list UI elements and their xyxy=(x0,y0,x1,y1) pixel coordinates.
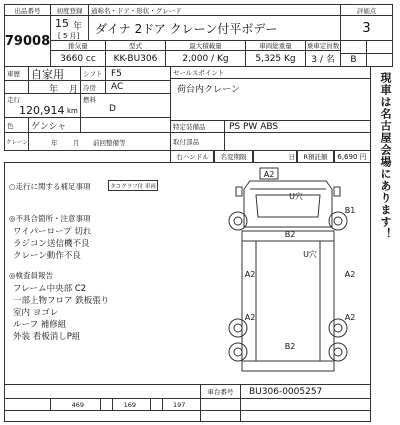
width-value: 169 xyxy=(112,398,151,411)
name-change-day: 日 xyxy=(252,150,298,163)
sub-score-cell xyxy=(366,40,393,54)
maintenance-cell xyxy=(28,132,171,151)
damage-mark: A2 xyxy=(344,270,356,279)
recycle-amount: 6,690 円 xyxy=(333,150,371,163)
blank-cell xyxy=(240,410,371,422)
parts-label: 取付部品 xyxy=(170,132,225,151)
inspector-item: ルーフ 補修組 xyxy=(13,320,67,330)
blank-cell xyxy=(200,410,241,422)
inspection-date-cell xyxy=(28,80,81,94)
ac-label: 冷房 xyxy=(80,80,106,94)
vehicle-diagram xyxy=(198,165,368,380)
gross-weight-label: 車両総重量 xyxy=(245,40,306,51)
displacement-value: 3660 cc xyxy=(50,50,106,67)
rear-right-hub xyxy=(334,348,342,356)
inspection-year-unit: 年 xyxy=(49,85,59,94)
blank-cell xyxy=(4,410,201,422)
driving-notes-heading: ○走行に関する補足事項 xyxy=(9,182,91,191)
inspector-item: フレーム中央部 C2 xyxy=(13,284,87,294)
recycle-label: R預託額 xyxy=(296,150,335,163)
mileage-label: 走行 xyxy=(7,96,20,104)
damage-mark: B2 xyxy=(284,230,296,239)
inspector-item: 室内 ヨゴレ xyxy=(13,308,59,318)
capacity-value: 3 / 名 xyxy=(305,50,341,67)
fuel-cell xyxy=(80,93,171,118)
length-value: 469 xyxy=(50,398,101,411)
parts-value xyxy=(224,132,371,151)
max-load-label: 最大積載量 xyxy=(165,40,246,51)
damage-mark: B1 xyxy=(344,206,356,215)
score-label: 評価点 xyxy=(340,4,393,16)
sales-point-text: 荷台内クレーン xyxy=(170,78,371,121)
height-value: 197 xyxy=(162,398,201,411)
rear-left-hub xyxy=(234,348,242,356)
sub-score-value: B xyxy=(340,53,367,67)
maintenance-label: 前回整備等 xyxy=(93,139,126,147)
first-reg-label: 初度登録 xyxy=(50,4,89,16)
first-reg-year: 15 xyxy=(55,17,69,30)
chassis-number: BU306-0005257 xyxy=(240,384,371,399)
damage-mark: A2 xyxy=(344,313,356,322)
damage-mark: U穴 xyxy=(303,250,317,259)
damage-mark: A2 xyxy=(263,170,275,179)
inspector-heading: ◎検査員報告 xyxy=(9,271,54,280)
rear-right-hub xyxy=(334,324,342,332)
mileage-cell xyxy=(4,93,81,118)
gross-weight-value: 5,325 Kg xyxy=(245,50,306,67)
color-value: ゲンシャ xyxy=(28,117,81,133)
rear-right-wheel xyxy=(329,343,347,361)
capacity-label: 乗車定員数 xyxy=(306,42,340,50)
defect-item: クレーン動作不良 xyxy=(13,251,81,261)
defects-heading: ◎不具合箇所・注意事項 xyxy=(9,214,91,223)
right-mirror xyxy=(334,187,340,196)
mileage-unit: km xyxy=(67,107,78,115)
ac-value: AC xyxy=(105,80,171,94)
maintenance-month-unit: 月 xyxy=(73,139,80,147)
chassis-label: 車台番号 xyxy=(200,384,241,399)
defect-item: ワイパーロープ 切れ xyxy=(13,227,92,237)
history-label: 車歴 xyxy=(4,66,29,81)
left-mirror xyxy=(236,187,242,196)
color-label: 色 xyxy=(4,117,29,133)
lot-number: 79008 xyxy=(4,15,51,67)
damage-mark: A2 xyxy=(244,270,256,279)
inspection-label-cell xyxy=(4,80,29,94)
damage-mark: U穴 xyxy=(289,192,303,201)
displacement-label: 排気量 xyxy=(50,40,106,51)
tachograph-box: タコグラフ付 車両 xyxy=(108,180,158,191)
fuel-label: 燃料 xyxy=(83,96,96,104)
inspector-item: 一部上物フロア 鉄板張り xyxy=(13,296,110,306)
rear-left-hub xyxy=(234,324,242,332)
damage-mark: A2 xyxy=(244,313,256,322)
cab-roof xyxy=(256,195,320,217)
car-name: ダイナ 2ドア クレーン付平ボデー xyxy=(88,15,341,41)
lot-label: 出品番号 xyxy=(4,4,51,16)
front-right-hub xyxy=(334,217,342,225)
inspector-item: 外装 看板消しP組 xyxy=(13,332,81,342)
shift-value: F5 xyxy=(105,66,171,81)
history-value: 自家用 xyxy=(28,66,81,81)
inspection-month-unit: 月 xyxy=(69,85,79,94)
rear-left-wheel xyxy=(229,343,247,361)
fuel-value: D xyxy=(109,104,116,114)
first-reg-cell xyxy=(50,15,89,41)
equipment-label: 特定装備品 xyxy=(170,120,225,133)
first-reg-month: [ 5 月] xyxy=(58,32,80,40)
sales-point-label: セールスポイント xyxy=(170,66,371,79)
damage-mark: B2 xyxy=(284,342,296,351)
front-left-hub xyxy=(234,217,242,225)
shift-label: シフト xyxy=(80,66,106,81)
handle-label: 右ハンドル xyxy=(170,150,215,163)
blank-cell xyxy=(80,117,171,133)
defect-item: ラジコン送信機不良 xyxy=(13,239,90,249)
crane-label: クレーン xyxy=(4,132,29,151)
max-load-value: 2,000 / Kg xyxy=(165,50,246,67)
sub-score-cell xyxy=(340,40,367,54)
car-name-label: 通称名・ドア・形状・グレード xyxy=(88,4,341,16)
model-value: KK-BU306 xyxy=(105,50,166,67)
mileage-value: 120,914 xyxy=(19,104,65,117)
maintenance-year-unit: 年 xyxy=(51,139,58,147)
venue-notice: 現車は名古屋会場にあります！ xyxy=(379,72,392,240)
score-value: 3 xyxy=(340,15,393,41)
model-label: 型式 xyxy=(105,40,166,51)
sub-score-cell xyxy=(366,53,393,67)
first-reg-year-unit: 年 xyxy=(73,22,83,32)
equipment-value: PS PW ABS xyxy=(224,120,371,133)
name-change-label: 名変期限 xyxy=(213,150,254,163)
blank-cell xyxy=(4,384,201,399)
